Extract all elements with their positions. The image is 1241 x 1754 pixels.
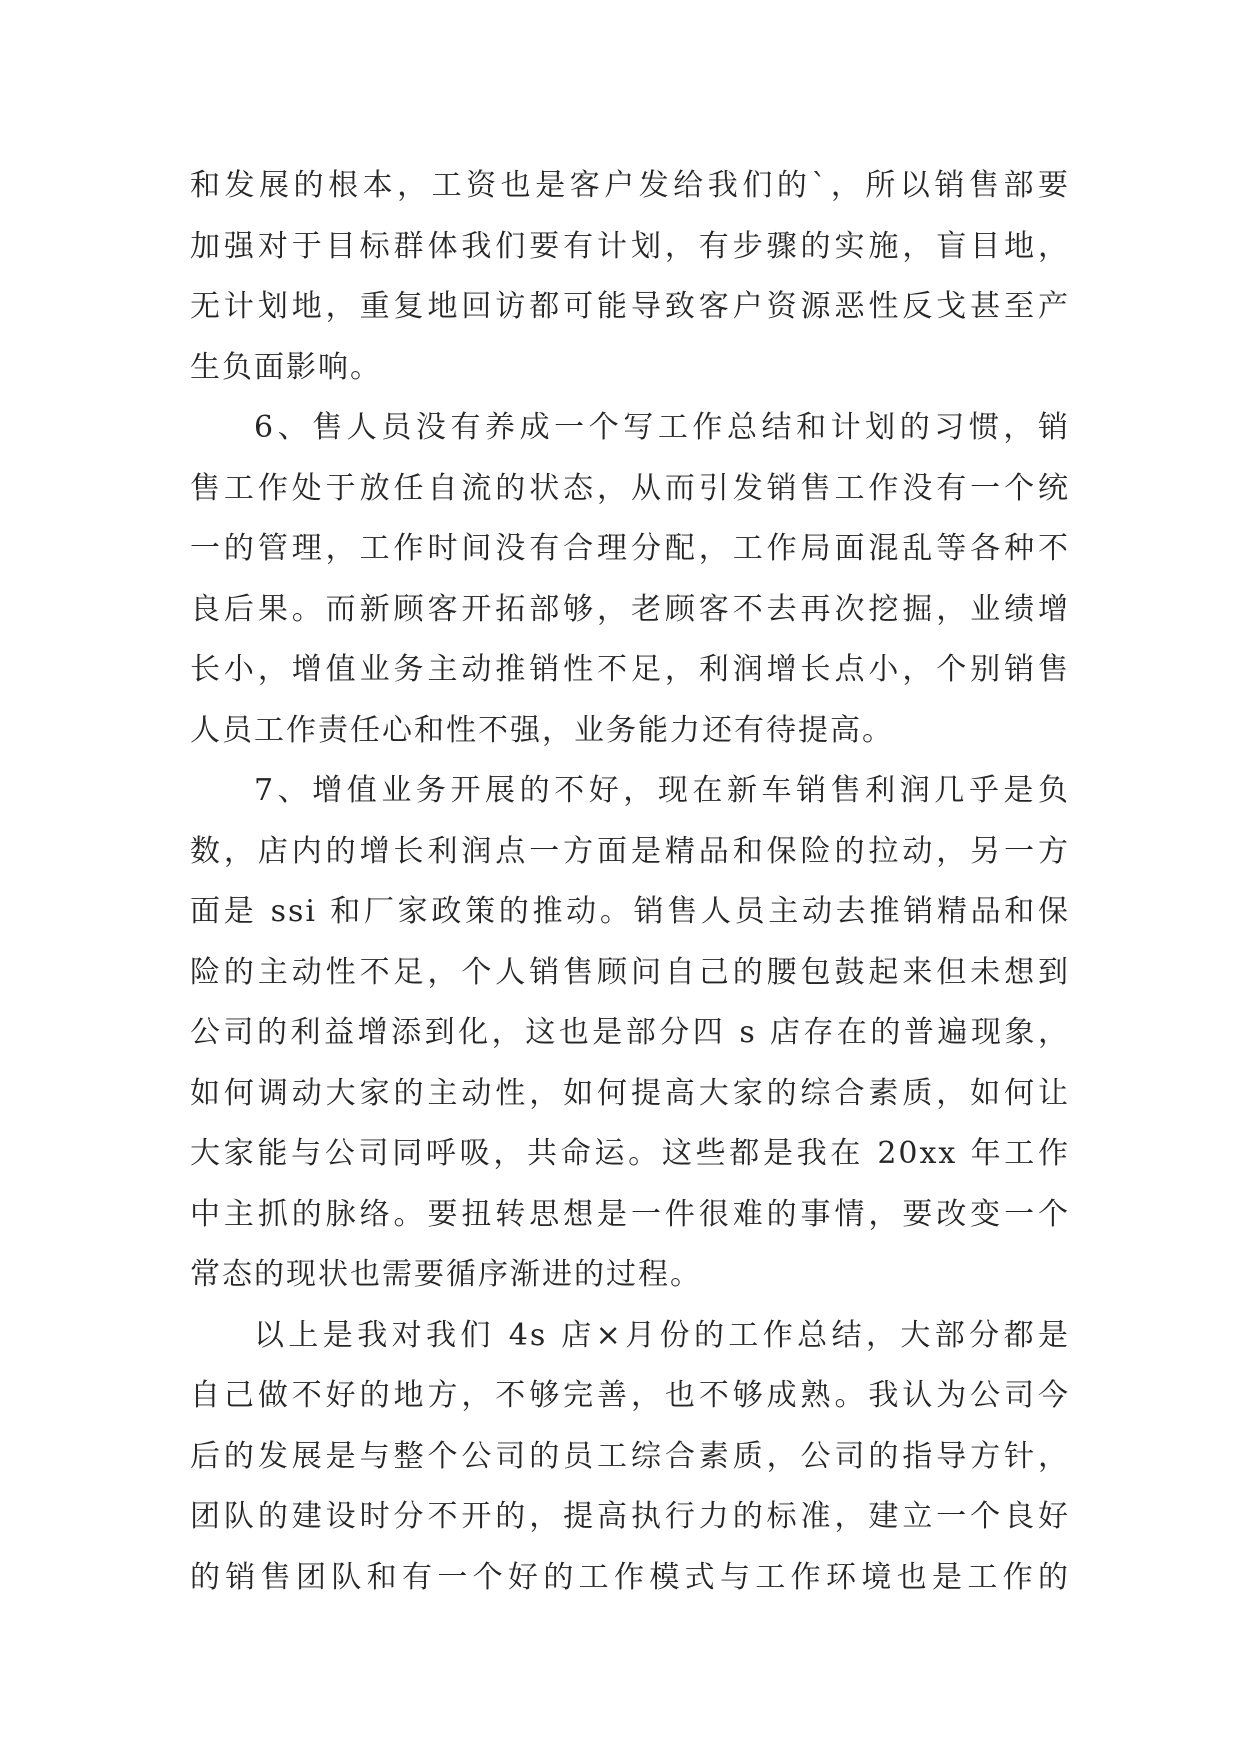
text-line: 一的管理，工作时间没有合理分配，工作局面混乱等各种不	[190, 531, 1070, 566]
text-line: 和发展的根本，工资也是客户发给我们的`，所以销售部要	[190, 168, 1070, 203]
text-line: 人员工作责任心和性不强，业务能力还有待提高。	[190, 712, 894, 748]
text-line: 长小，增值业务主动推销性不足，利润增长点小，个别销售	[190, 652, 1070, 687]
text-line: 常态的现状也需要循序渐进的过程。	[190, 1257, 702, 1292]
text-line: 售工作处于放任自流的状态，从而引发销售工作没有一个统	[190, 470, 1070, 506]
text-line: 如何调动大家的主动性，如何提高大家的综合素质，如何让	[190, 1075, 1070, 1111]
text-line: 无计划地，重复地回访都可能导致客户资源恶性反戈甚至产	[190, 289, 1070, 324]
paragraph-item-7	[190, 761, 1070, 1306]
text-line: 团队的建设时分不开的，提高执行力的标准，建立一个良好	[190, 1499, 1070, 1534]
text-line: 的销售团队和有一个好的工作模式与工作环境也是工作的	[190, 1559, 1070, 1595]
text-line: 后的发展是与整个公司的员工综合素质，公司的指导方针，	[190, 1438, 1070, 1474]
text-line: 险的主动性不足，个人销售顾问自己的腰包鼓起来但未想到	[190, 954, 1070, 990]
text-line: 数，店内的增长利润点一方面是精品和保险的拉动，另一方	[190, 833, 1070, 869]
text-line: 以上是我对我们 4s 店×月份的工作总结，大部分都是	[254, 1317, 1070, 1353]
text-line: 7、增值业务开展的不好，现在新车销售利润几乎是负	[254, 773, 1070, 808]
text-line: 6、售人员没有养成一个写工作总结和计划的习惯，销	[254, 410, 1070, 445]
text-line: 面是 ssi 和厂家政策的推动。销售人员主动去推销精品和保	[190, 894, 1070, 929]
paragraph-summary	[190, 1306, 1070, 1609]
text-line: 公司的利益增添到化，这也是部分四 s 店存在的普遍现象，	[190, 1015, 1070, 1050]
text-line: 生负面影响。	[190, 349, 382, 385]
paragraph-item-6	[190, 398, 1070, 761]
text-line: 大家能与公司同呼吸，共命运。这些都是我在 20xx 年工作	[190, 1136, 1070, 1171]
text-line: 良后果。而新顾客开拓部够，老顾客不去再次挖掘，业绩增	[190, 591, 1070, 627]
text-line: 中主抓的脉络。要扭转思想是一件很难的事情，要改变一个	[190, 1196, 1070, 1232]
paragraph-continuation	[190, 156, 1070, 398]
document-body	[190, 156, 1070, 1608]
text-line: 自己做不好的地方，不够完善，也不够成熟。我认为公司今	[190, 1378, 1070, 1413]
text-line: 加强对于目标群体我们要有计划，有步骤的实施，盲目地，	[190, 228, 1070, 264]
